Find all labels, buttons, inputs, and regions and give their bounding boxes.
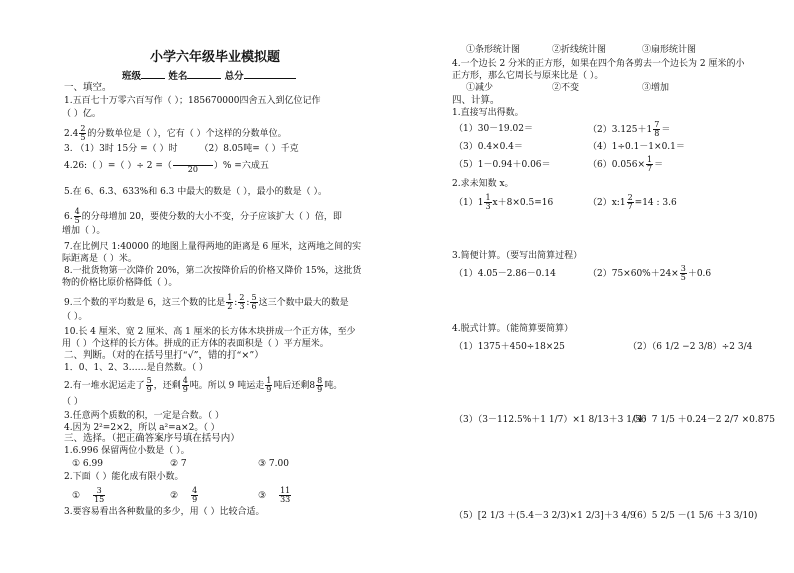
judge-3: 3.任意两个质数的积，一定是合数。（ ） xyxy=(64,411,224,421)
name-label: 姓名 xyxy=(168,71,188,82)
q1-line2: （ ）亿。 xyxy=(62,109,101,119)
page-title: 小学六年级毕业模拟题 xyxy=(150,50,281,65)
judge-2-answer: （ ） xyxy=(62,397,83,407)
class-label: 班级 xyxy=(122,71,142,82)
calc-1-item-5: （5）1－0.94＋0.06＝ xyxy=(454,160,551,170)
choice-1-opt-a: ① 6.99 xyxy=(72,459,103,469)
q7-line2: 际距离是（ ）米。 xyxy=(62,254,137,264)
header-info xyxy=(122,69,296,83)
section-calc: 四、计算。 xyxy=(452,95,500,106)
calc-1-item-3: （3）0.4×0.4＝ xyxy=(454,142,523,152)
judge-4: 4.因为 2²=2×2，所以 a²=a×2。（ ） xyxy=(64,423,220,433)
calc-3-title: 3.简便计算。（要写出简算过程） xyxy=(452,251,583,261)
q2-suffix: 的分数单位是（ ），它有（ ）个这样的分数单位。 xyxy=(87,129,287,139)
calc-1-item-2: （2）3.125＋1 $\frac{7}{8}$ ＝ xyxy=(588,120,671,138)
choice-3-opt-c: ③扇形统计图 xyxy=(642,45,697,55)
q4 xyxy=(64,157,269,174)
choice-1: 1.6.996 保留两位小数是（ ）。 xyxy=(64,446,190,456)
q9-frac-3: $\frac{5}{6}$ xyxy=(251,293,257,311)
q3-part2: （2）8.05吨=（ ）千克 xyxy=(199,144,299,154)
j2-frac-1: $\frac{5}{9}$ xyxy=(146,376,152,394)
calc-1-item-1: （1）30－19.02＝ xyxy=(454,124,533,134)
calc-4-title: 4.脱式计算。（能简算要简算） xyxy=(452,324,574,334)
choice-3: 3.要容易看出各种数量的多少，用（ ）比较合适。 xyxy=(64,507,265,517)
judge-2: 2.有一堆水泥运走了 $\frac{5}{9}$ ，还剩 $\frac{4}{9}$ 吨。所以 9 吨运走 $\frac{1}{9}$ 吨后还剩8 $\frac{8}{9}$ 吨。 xyxy=(64,376,343,394)
calc-2-item-2: （2）x:1 $\frac{2}{7}$ =14 : 3.6 xyxy=(588,193,677,211)
q9-line2: （ ）。 xyxy=(62,312,88,322)
q2-prefix: 2.4 xyxy=(64,129,79,139)
calc-4-item-2: （2）（6 1/2 −2 3/8）÷2 3/4 xyxy=(628,342,753,352)
calc-1-title: 1.直接写出得数。 xyxy=(452,108,524,118)
q10-line2: 用（ ）个这样的长方体。拼成的正方体的表面积是（ ）平方厘米。 xyxy=(62,339,329,349)
q2-fraction: $\frac{2}{5}$ xyxy=(80,124,86,142)
q2 xyxy=(64,125,287,142)
calc-4-item-5: （5）[2 1/3 ＋(5.4－3 2/3)×1 2/3]＋3 4/9 xyxy=(454,511,636,521)
choice-3-opt-a: ①条形统计图 xyxy=(466,45,521,55)
choice-2-opt-c: ③ $\frac{11}{33}$ xyxy=(258,486,291,504)
q6 xyxy=(64,208,342,225)
score-blank[interactable] xyxy=(244,69,296,79)
q9-frac-1: $\frac{1}{2}$ xyxy=(227,293,233,311)
q4-fraction: 20 xyxy=(173,157,213,174)
choice-4-line2: 正方形，那么它周长与原来比是（ ）。 xyxy=(452,71,604,81)
score-label: 总分 xyxy=(224,71,244,82)
calc-4-item-1: （1）1375＋450÷18×25 xyxy=(454,342,565,352)
judge-1: 1．0、1、2、3……是自然数。（ ） xyxy=(64,363,208,373)
q6-prefix: 6. xyxy=(64,212,73,222)
choice-4-opt-a: ①减少 xyxy=(466,83,494,93)
choice-4-opt-c: ③增加 xyxy=(642,83,670,93)
choice-2: 2.下面（ ）能化成有限小数。 xyxy=(64,472,184,482)
section-fill-in: 一、填空。 xyxy=(64,82,112,93)
choice-4-line1: 4.一个边长 2 分米的正方形，如果在四个角各剪去一个边长为 2 厘米的小 xyxy=(452,59,745,69)
calc-4-item-6: （6）5 2/5 －(1 5/6 ＋3 3/10) xyxy=(628,511,758,521)
class-blank[interactable] xyxy=(141,69,165,79)
choice-3-opt-b: ②折线统计图 xyxy=(552,45,607,55)
q6-fraction: $\frac{4}{5}$ xyxy=(74,207,80,225)
choice-2-opt-a: ① $\frac{3}{15}$ xyxy=(72,486,105,504)
q3-part1: 3. （1）3时 15分 =（ ）时 xyxy=(64,144,178,154)
calc-1-item-4: （4）1÷0.1－1×0.1＝ xyxy=(588,142,685,152)
j2-frac-4: $\frac{8}{9}$ xyxy=(317,376,323,394)
q7-line1: 7.在比例尺 1:40000 的地图上量得两地的距离是 6 厘米，这两地之间的实 xyxy=(64,242,362,252)
q1-line1: 1.五百七十万零六百写作（ ）；185670000四舍五入到亿位记作 xyxy=(64,96,321,106)
j2-frac-3: $\frac{1}{9}$ xyxy=(266,376,272,394)
calc-2-title: 2.求未知数 x。 xyxy=(452,179,514,189)
q9: 9.三个数的平均数是 6，这三个数的比是 $\frac{1}{2}$ : $\frac{2}{3}$ : $\frac{5}{6}$ 这三个数中最大的数是 xyxy=(64,293,349,311)
section-judge: 二、判断。（对的在括号里打“√”，错的打“×”） xyxy=(64,350,264,361)
q9-frac-2: $\frac{2}{3}$ xyxy=(239,293,245,311)
q5: 5.在 6、6.3̇、633%和 6.3 中最大的数是（ ），最小的数是（ ）。 xyxy=(64,187,327,197)
choice-1-opt-b: ② 7 xyxy=(170,459,187,469)
choice-4-opt-b: ②不变 xyxy=(552,83,580,93)
choice-2-opt-b: ② $\frac{4}{9}$ xyxy=(170,486,198,504)
calc-3-item-2: （2）75×60%＋24× $\frac{3}{5}$ ＋0.6 xyxy=(588,264,712,282)
q4-suffix: ）% =六成五 xyxy=(213,161,269,171)
q8-line1: 8.一批货物第一次降价 20%，第二次按降价后的价格又降价 15%，这批货 xyxy=(64,266,362,276)
q3 xyxy=(64,143,299,155)
calc-2-item-1: （1）1 $\frac{1}{3}$ x＋8×0.5=16 xyxy=(454,193,554,211)
section-choice: 三、选择。（把正确答案序号填在括号内） xyxy=(64,433,240,444)
q6-suffix: 的分母增加 20，要使分数的大小不变，分子应该扩大（ ）倍，即 xyxy=(81,212,342,222)
q8-line2: 物的价格比原价格降低（ ）。 xyxy=(62,278,178,288)
q4-prefix: 4.26:（ ）=（ ）÷ 2 =（ xyxy=(64,161,172,171)
name-blank[interactable] xyxy=(187,69,221,79)
calc-4-item-4: （4）7 1/5 ＋0.24－2 2/7 ×0.875 xyxy=(628,415,775,425)
q9-prefix: 9.三个数的平均数是 6，这三个数的比是 xyxy=(64,298,226,308)
q9-suffix: 这三个数中最大的数是 xyxy=(258,298,349,308)
choice-1-opt-c: ③ 7.00 xyxy=(258,459,289,469)
j2-frac-2: $\frac{4}{9}$ xyxy=(182,376,188,394)
calc-4-item-3: （3）（3－112.5%＋1 1/7）×1 8/13＋3 1/56 xyxy=(454,415,647,425)
q10-line1: 10.长 4 厘米、宽 2 厘米、高 1 厘米的长方体木块拼成一个正方体，至少 xyxy=(64,327,356,337)
calc-1-item-6: （6）0.056× $\frac{1}{7}$ ＝ xyxy=(588,155,664,173)
calc-3-item-1: （1）4.05－2.86－0.14 xyxy=(454,269,556,279)
q6-line2: 增加（ ）。 xyxy=(62,226,106,236)
